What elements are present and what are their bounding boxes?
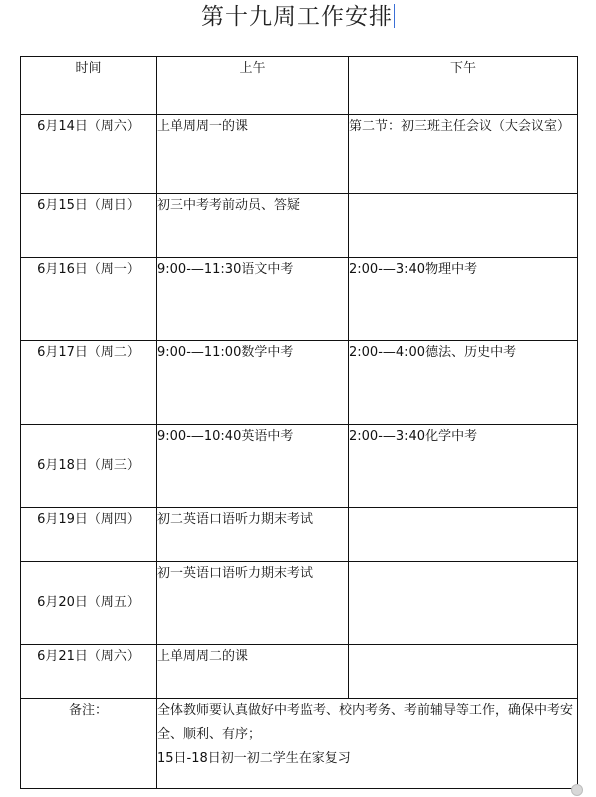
row-date: 6月20日（周五） <box>21 562 157 645</box>
text-cursor <box>394 4 395 28</box>
table-row <box>21 562 578 645</box>
schedule-table <box>20 56 578 789</box>
row-morning: 9:00-—11:00数学中考 <box>157 341 349 425</box>
row-morning: 9:00-—11:30语文中考 <box>157 258 349 341</box>
table-row <box>21 645 578 699</box>
row-afternoon: 2:00-—4:00德法、历史中考 <box>349 341 578 425</box>
table-row <box>21 194 578 258</box>
row-morning: 上单周周一的课 <box>157 115 349 194</box>
table-row <box>21 258 578 341</box>
notes-line-2: 15日-18日初一初二学生在家复习 <box>157 751 351 766</box>
row-morning: 初一英语口语听力期末考试 <box>157 562 349 645</box>
row-afternoon <box>349 645 578 699</box>
row-morning: 初二英语口语听力期末考试 <box>157 508 349 562</box>
header-afternoon: 下午 <box>349 57 578 115</box>
row-morning: 9:00-—10:40英语中考 <box>157 425 349 508</box>
notes-content <box>157 699 578 789</box>
table-row <box>21 115 578 194</box>
row-date: 6月19日（周四） <box>21 508 157 562</box>
row-date: 6月17日（周二） <box>21 341 157 425</box>
row-afternoon <box>349 562 578 645</box>
row-date: 6月16日（周一） <box>21 258 157 341</box>
row-morning: 初三中考考前动员、答疑 <box>157 194 349 258</box>
notes-row <box>21 699 578 789</box>
row-date: 6月15日（周日） <box>21 194 157 258</box>
row-afternoon: 2:00-—3:40化学中考 <box>349 425 578 508</box>
row-afternoon <box>349 508 578 562</box>
document-title <box>0 2 596 32</box>
scroll-handle[interactable] <box>571 784 583 796</box>
row-date: 6月18日（周三） <box>21 425 157 508</box>
table-row <box>21 425 578 508</box>
row-date: 6月21日（周六） <box>21 645 157 699</box>
header-row <box>21 57 578 115</box>
table-row <box>21 508 578 562</box>
row-morning: 上单周周二的课 <box>157 645 349 699</box>
header-time: 时间 <box>21 57 157 115</box>
notes-line-1: 全体教师要认真做好中考监考、校内考务、考前辅导等工作，确保中考安全、顺利、有序； <box>157 703 574 742</box>
row-afternoon: 2:00-—3:40物理中考 <box>349 258 578 341</box>
row-date: 6月14日（周六） <box>21 115 157 194</box>
row-afternoon <box>349 194 578 258</box>
row-afternoon: 第二节：初三班主任会议（大会议室） <box>349 115 578 194</box>
header-morning: 上午 <box>157 57 349 115</box>
document-title-text: 第十九周工作安排 <box>201 4 393 30</box>
table-row <box>21 341 578 425</box>
notes-label: 备注： <box>21 699 157 789</box>
